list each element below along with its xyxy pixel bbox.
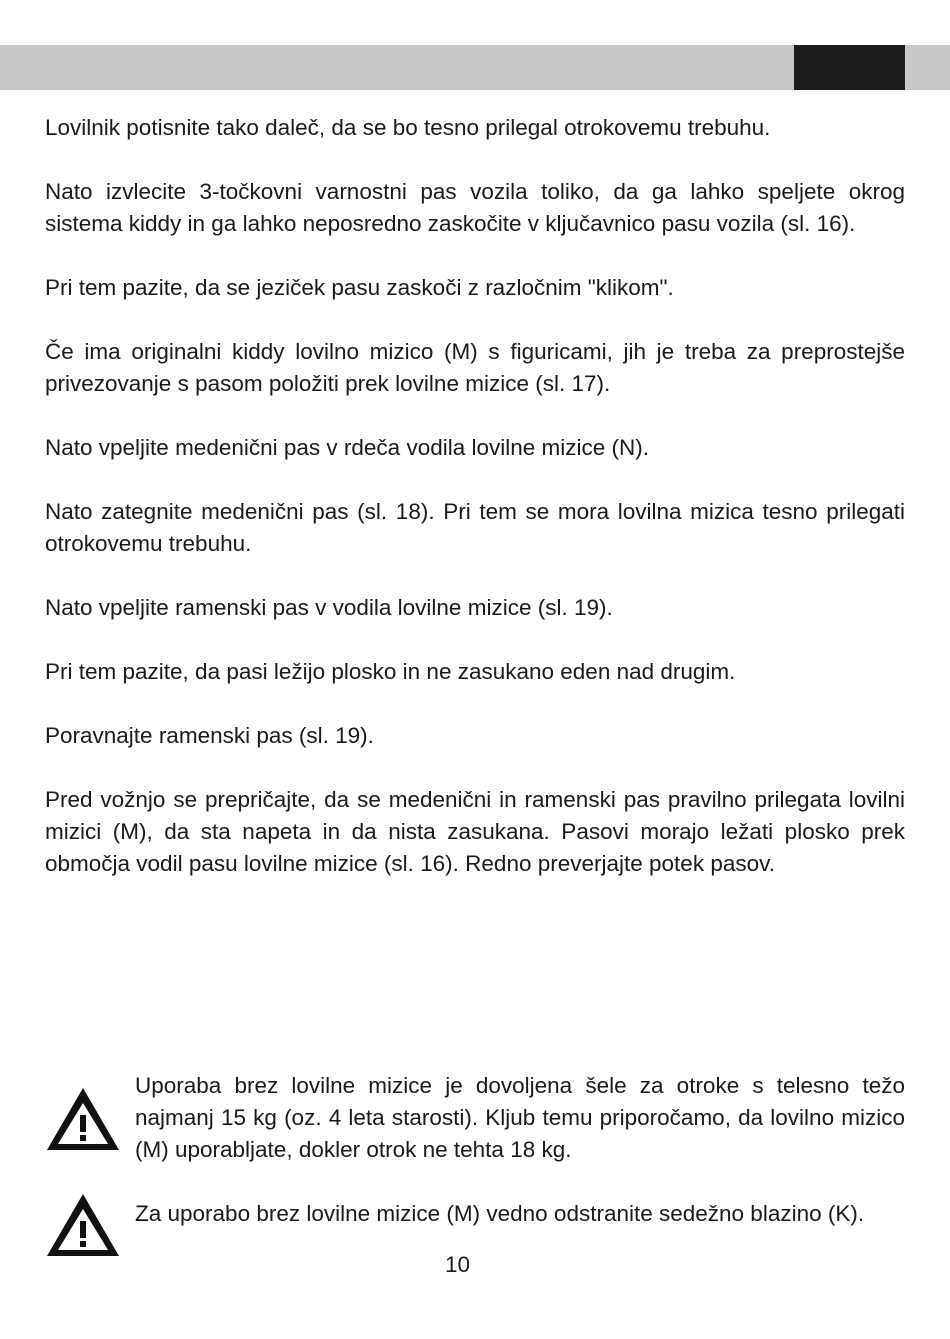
paragraph: Nato vpeljite medenični pas v rdeča vodila lovilne mizice (N).: [45, 435, 650, 460]
body-text: [45, 112, 905, 912]
paragraph: Nato vpeljite ramenski pas v vodila lovilne mizice (sl. 19).: [45, 595, 613, 620]
paragraph: Pred vožnjo se prepričajte, da se medenični in ramenski pas pravilno prilegata lovilni mizici (M), da sta napeta in da nista zasukana. Pasovi morajo ležati plosko prek območja vodil pasu lovilne mizice (sl. 16). Redno preverjajte potek pasov.: [45, 787, 905, 876]
paragraph: Nato zategnite medenični pas (sl. 18). Pri tem se mora lovilna mizica tesno prilegati otrokovemu trebuhu.: [45, 499, 905, 556]
paragraph: Lovilnik potisnite tako daleč, da se bo tesno prilegal otrokovemu trebuhu.: [45, 115, 771, 140]
paragraph: Pri tem pazite, da pasi ležijo plosko in ne zasukano eden nad drugim.: [45, 659, 736, 684]
paragraph: Če ima originalni kiddy lovilno mizico (M) s figuricami, jih je treba za preprostejše privezovanje s pasom položiti prek lovilne mizice (sl. 17).: [45, 339, 905, 396]
page-number: 10: [444, 1252, 471, 1277]
warning-triangle-icon: [45, 1192, 121, 1258]
warning-text: Za uporabo brez lovilne mizice (M) vedno odstranite sedežno blazino (K).: [135, 1201, 865, 1226]
paragraph: Poravnajte ramenski pas (sl. 19).: [45, 723, 374, 748]
warning-text: Uporaba brez lovilne mizice je dovoljena šele za otroke s telesno težo najmanj 15 kg (oz. 4 leta starosti). Kljub temu priporočamo, da lovilno mizico (M) uporabljate, dokler otrok ne tehta 18 kg.: [135, 1073, 905, 1162]
header-tab: [794, 45, 905, 90]
paragraph: Pri tem pazite, da se jeziček pasu zaskoči z razločnim "klikom".: [45, 275, 674, 300]
paragraph: Nato izvlecite 3-točkovni varnostni pas vozila toliko, da ga lahko speljete okrog sistema kiddy in ga lahko neposredno zaskočite v ključavnico pasu vozila (sl. 16).: [45, 179, 905, 236]
warning-triangle-icon: [45, 1086, 121, 1152]
